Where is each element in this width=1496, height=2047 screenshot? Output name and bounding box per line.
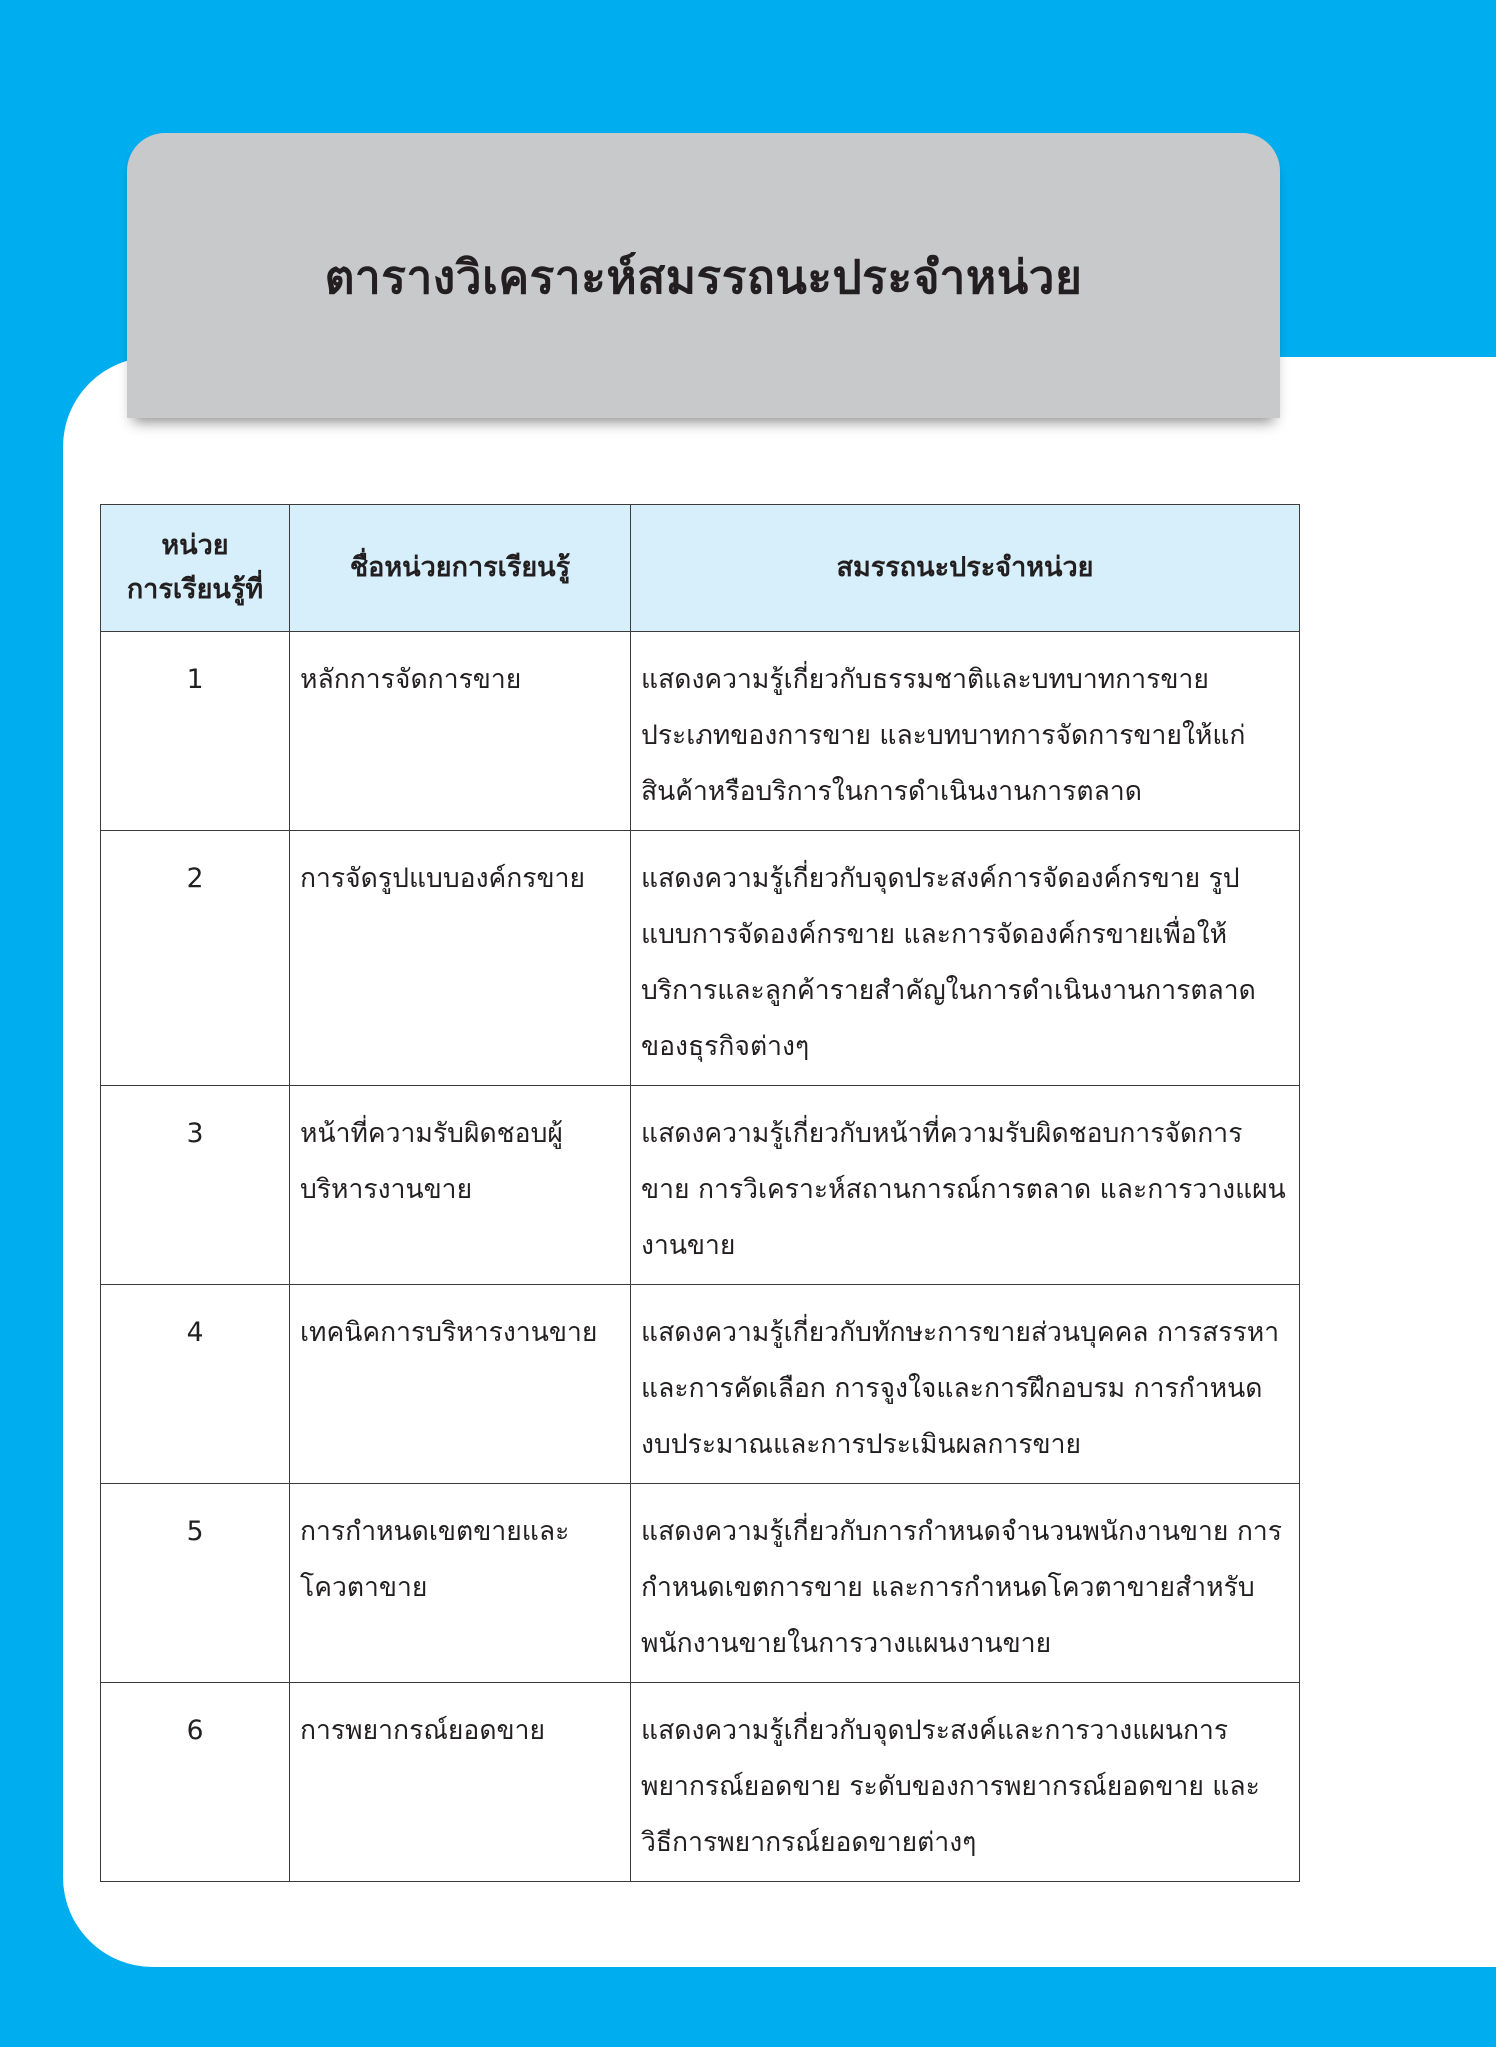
unit-number: 3 [101, 1086, 290, 1285]
header-unit-line1: หน่วย [161, 530, 229, 561]
header-competency: สมรรถนะประจำหน่วย [631, 505, 1300, 632]
unit-competency: แสดงความรู้เกี่ยวกับการกำหนดจำนวนพนักงานขาย การกำหนดเขตการขาย และการกำหนดโควตาขายสำหรับพนักงานขายในการวางแผนงานขาย [631, 1484, 1300, 1683]
unit-name: การจัดรูปแบบองค์กรขาย [290, 831, 631, 1086]
unit-name: การกำหนดเขตขายและโควตาขาย [290, 1484, 631, 1683]
unit-number: 4 [101, 1285, 290, 1484]
unit-competency: แสดงความรู้เกี่ยวกับทักษะการขายส่วนบุคคล การสรรหาและการคัดเลือก การจูงใจและการฝึกอบรม การกำหนดงบประมาณและการประเมินผลการขาย [631, 1285, 1300, 1484]
unit-name: หน้าที่ความรับผิดชอบผู้บริหารงานขาย [290, 1086, 631, 1285]
unit-competency: แสดงความรู้เกี่ยวกับจุดประสงค์การจัดองค์กรขาย รูปแบบการจัดองค์กรขาย และการจัดองค์กรขายเพื่อให้บริการและลูกค้ารายสำคัญในการดำเนินงานการตลาดของธุรกิจต่างๆ [631, 831, 1300, 1086]
page-title: ตารางวิเคราะห์สมรรถนะประจำหน่วย [324, 250, 1083, 304]
table-row [101, 1285, 1300, 1484]
unit-name: หลักการจัดการขาย [290, 632, 631, 831]
unit-number: 1 [101, 632, 290, 831]
competency-table [100, 504, 1300, 1882]
table-row [101, 1484, 1300, 1683]
unit-number: 2 [101, 831, 290, 1086]
unit-number: 6 [101, 1683, 290, 1882]
unit-competency: แสดงความรู้เกี่ยวกับธรรมชาติและบทบาทการขาย ประเภทของการขาย และบทบาทการจัดการขายให้แก่สินค้าหรือบริการในการดำเนินงานการตลาด [631, 632, 1300, 831]
unit-competency: แสดงความรู้เกี่ยวกับหน้าที่ความรับผิดชอบการจัดการขาย การวิเคราะห์สถานการณ์การตลาด และการวางแผนงานขาย [631, 1086, 1300, 1285]
title-tab [127, 133, 1280, 418]
table-row [101, 1086, 1300, 1285]
header-unit-line2: การเรียนรู้ที่ [126, 574, 264, 605]
table-row [101, 831, 1300, 1086]
table-row [101, 632, 1300, 831]
header-unit-name: ชื่อหน่วยการเรียนรู้ [290, 505, 631, 632]
unit-number: 5 [101, 1484, 290, 1683]
unit-name: เทคนิคการบริหารงานขาย [290, 1285, 631, 1484]
table-header-row [101, 505, 1300, 632]
table-row [101, 1683, 1300, 1882]
unit-name: การพยากรณ์ยอดขาย [290, 1683, 631, 1882]
header-unit-number [101, 505, 290, 632]
unit-competency: แสดงความรู้เกี่ยวกับจุดประสงค์และการวางแผนการพยากรณ์ยอดขาย ระดับของการพยากรณ์ยอดขาย และวิธีการพยากรณ์ยอดขายต่างๆ [631, 1683, 1300, 1882]
